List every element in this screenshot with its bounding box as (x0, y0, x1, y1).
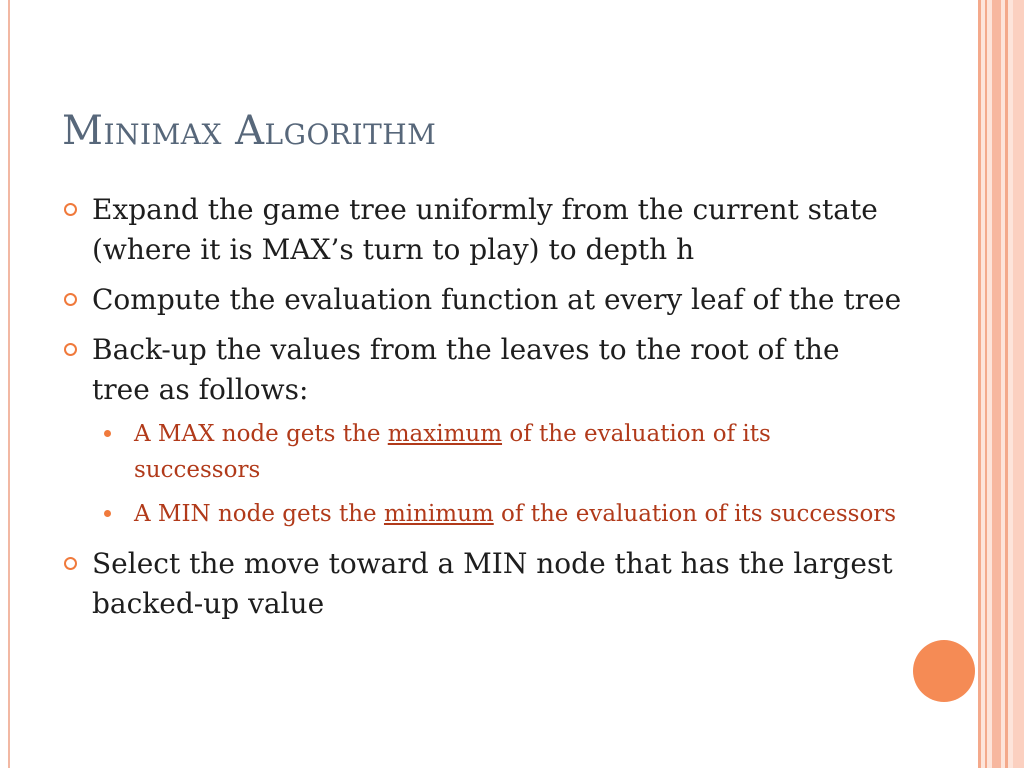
ring-bullet-icon (64, 203, 77, 216)
sub-bullet-text-after: of the evaluation of its successors (134, 421, 771, 483)
dot-bullet-icon (104, 510, 111, 517)
bullet-text: Compute the evaluation function at every leaf of the tree (92, 283, 902, 316)
sub-bullet-emphasis: maximum (387, 421, 503, 447)
sub-bullet-item (104, 496, 902, 532)
right-decorative-stripes (978, 0, 1024, 768)
stripe (978, 0, 981, 768)
ring-bullet-icon (64, 557, 77, 570)
bullet-item (62, 190, 902, 270)
stripe (1013, 0, 1024, 768)
stripe (985, 0, 987, 768)
dot-bullet-icon (104, 430, 111, 437)
ring-bullet-icon (64, 343, 77, 356)
bullet-text: Select the move toward a MIN node that has the largest backed-up value (92, 547, 893, 620)
left-border-line (8, 0, 10, 768)
bullet-item (62, 544, 902, 624)
slide-title: Minimax Algorithm (62, 108, 437, 154)
ring-bullet-icon (64, 293, 77, 306)
sub-bullet-text-after: of the evaluation of its successors (493, 501, 897, 527)
bullet-text: Back-up the values from the leaves to the root of the tree as follows: (92, 333, 840, 406)
sub-bullet-item (104, 416, 902, 488)
sub-bullet-text-before: A MIN node gets the (134, 501, 384, 527)
sub-bullet-emphasis: minimum (383, 501, 494, 527)
bullet-item (62, 280, 902, 320)
stripe (1005, 0, 1008, 768)
sub-bullet-text-before: A MAX node gets the (134, 421, 388, 447)
decorative-orange-circle (913, 640, 975, 702)
slide-content (62, 190, 902, 634)
bullet-text: Expand the game tree uniformly from the current state (where it is MAX’s turn to play) to depth h (92, 193, 878, 266)
stripe (992, 0, 1001, 768)
bullet-item (62, 330, 902, 410)
